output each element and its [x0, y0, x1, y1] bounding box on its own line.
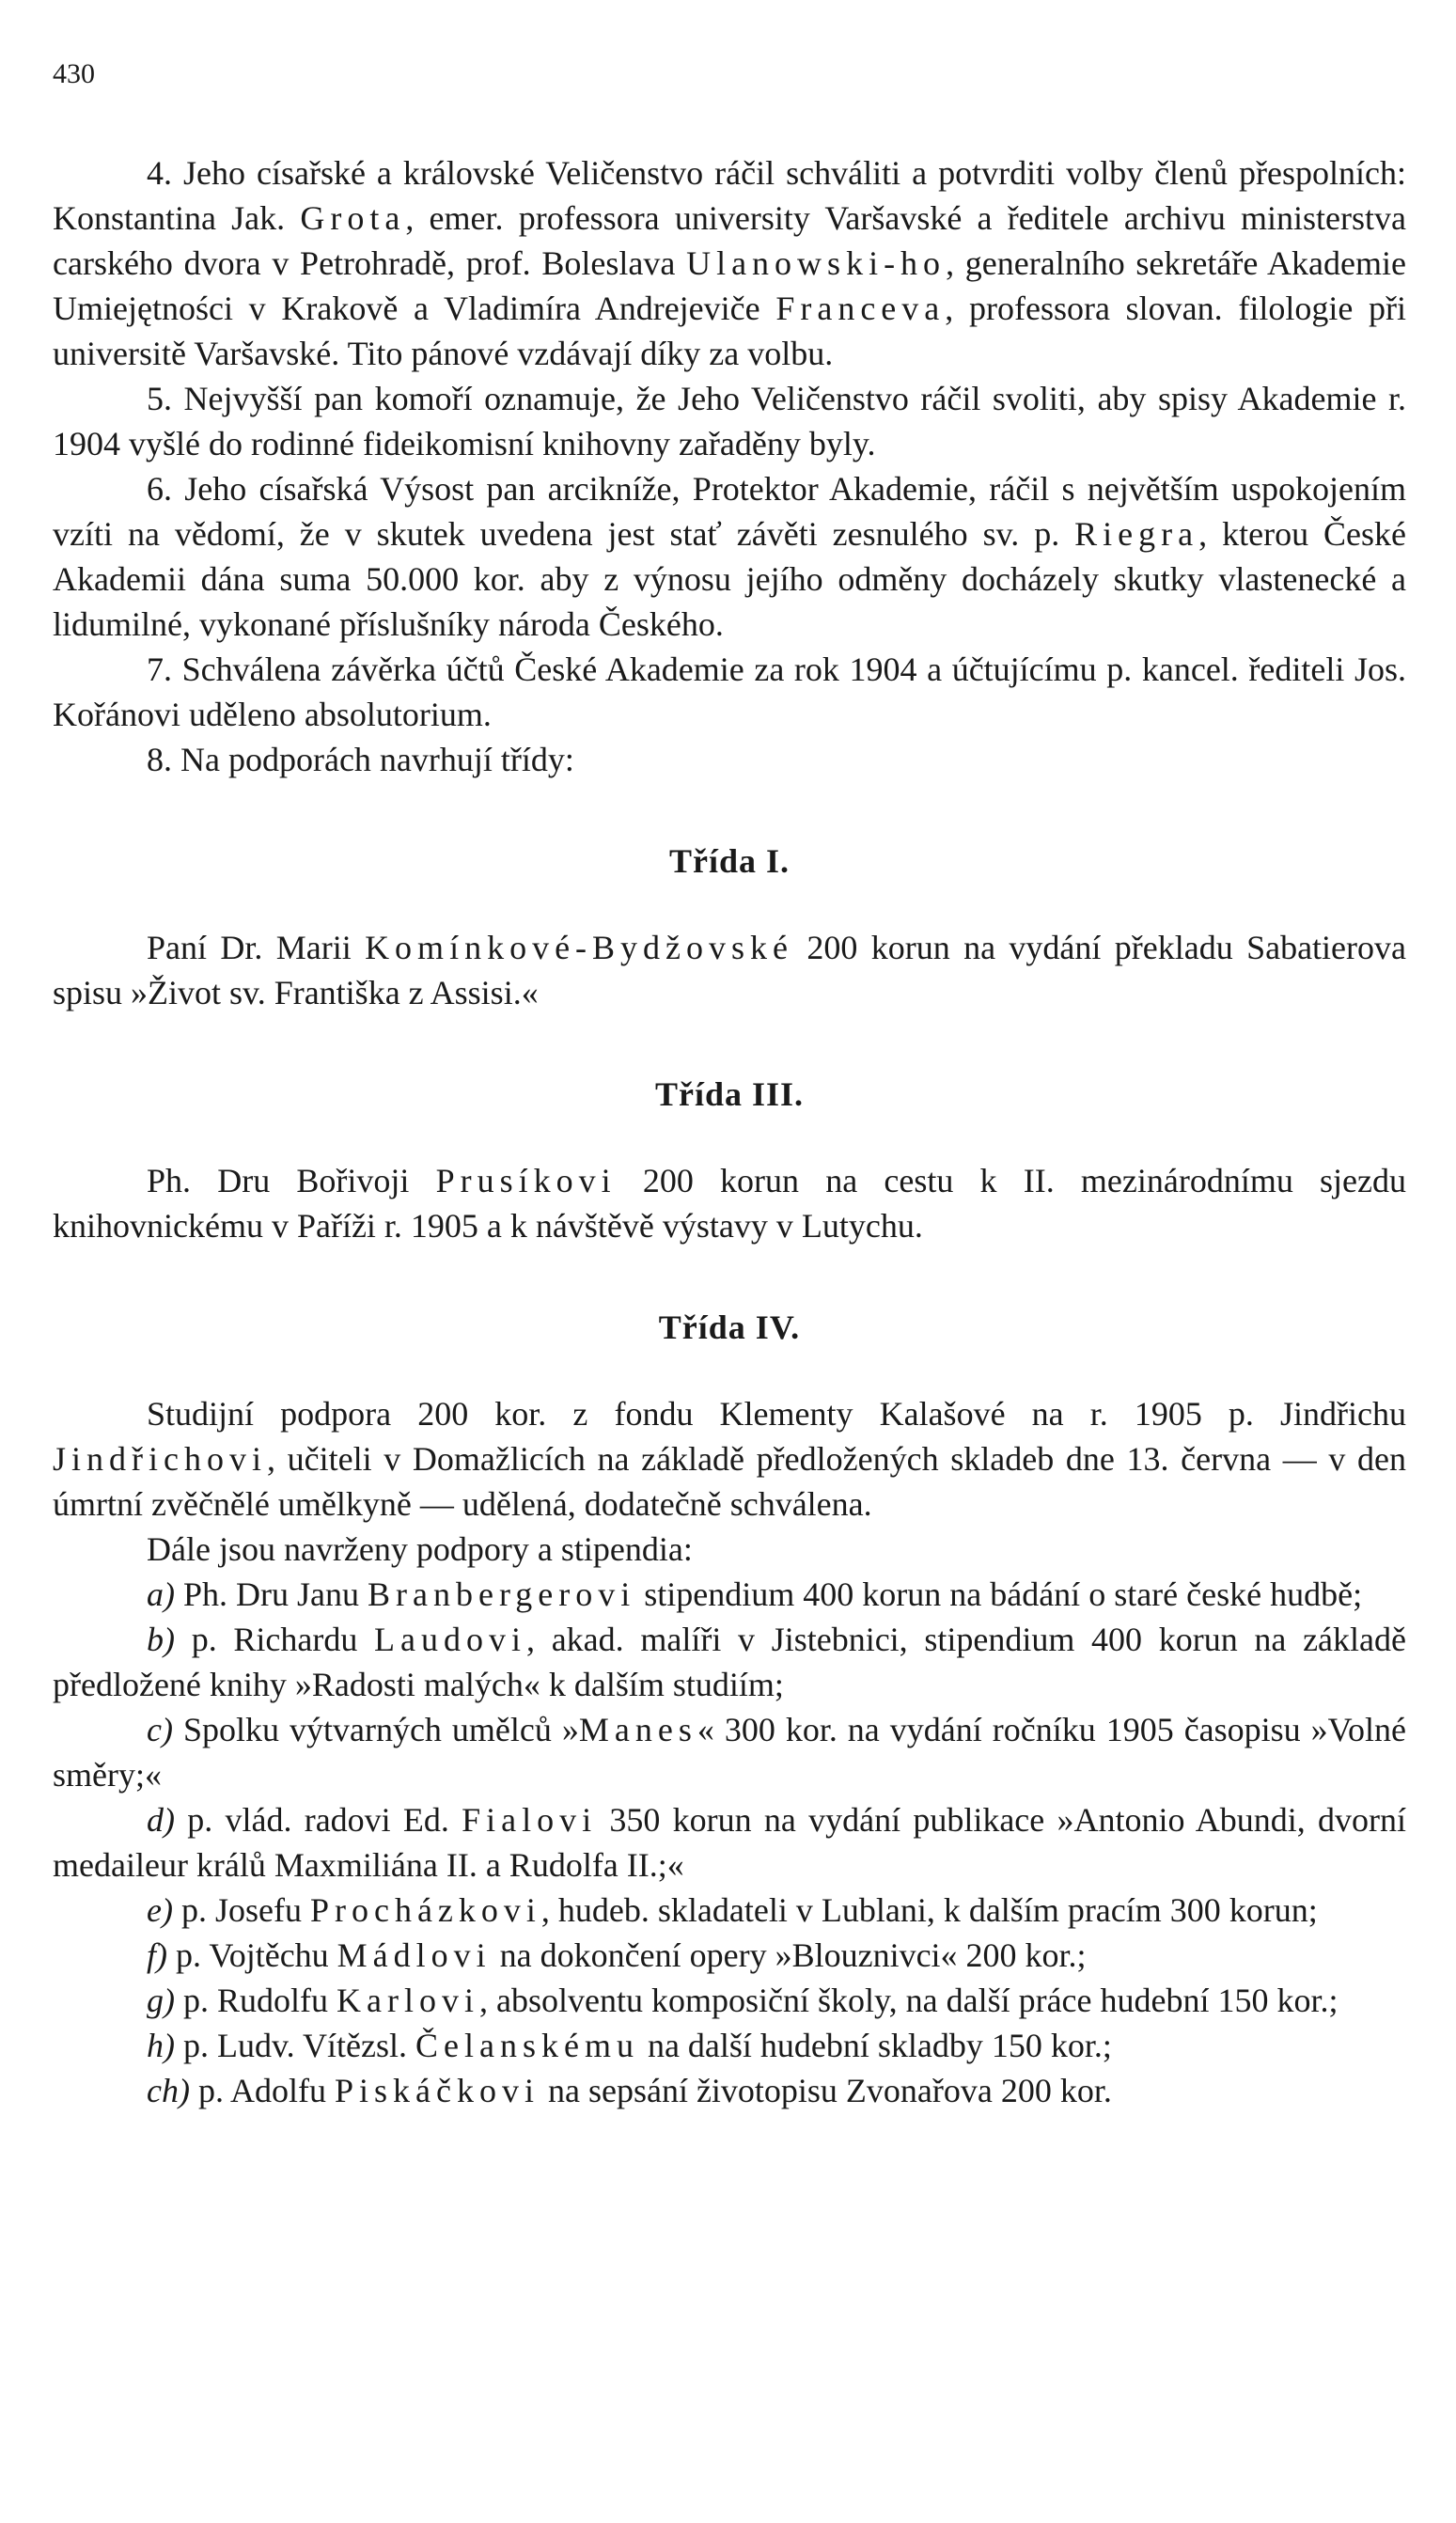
paragraph-ig — [53, 1978, 1406, 2023]
item-marker: f) — [147, 1936, 167, 1974]
spaced-name: Mádlovi — [337, 1936, 492, 1974]
paragraph-p5 — [53, 376, 1406, 466]
text-run: na dokončení opery »Blouznivci« 200 kor.; — [491, 1936, 1087, 1974]
paragraph-p6 — [53, 466, 1406, 647]
text-run: , professora slovan. filologie při universitě Varšavské. Tito pánové vzdávají díky za volbu. — [53, 290, 1407, 372]
paragraph-p7 — [53, 647, 1406, 737]
spaced-name: Ulanowski-ho — [686, 244, 947, 282]
item-marker: h) — [147, 2027, 175, 2064]
spaced-name: Karlovi — [337, 1982, 479, 2019]
text-run: p. Rudolfu — [175, 1982, 337, 2019]
paragraph-t1 — [53, 925, 1406, 1015]
spaced-name: Laudovi — [374, 1621, 527, 1658]
text-run: , generalního sekretáře Akademie Umiejętności v Krakově a Vladimíra Andrejeviče — [53, 244, 1406, 327]
text-run: p. Adolfu — [189, 2072, 335, 2109]
item-marker: c) — [147, 1711, 173, 1748]
text-run: 8. Na podporách navrhují třídy: — [147, 741, 574, 778]
item-marker: e) — [147, 1891, 173, 1929]
item-marker: d) — [147, 1801, 175, 1839]
text-run: stipendium 400 korun na bádání o staré české hudbě; — [635, 1575, 1363, 1613]
paragraph-t3 — [53, 1158, 1406, 1248]
spaced-name: Piskáčkovi — [334, 2072, 540, 2109]
text-run: , emer. professora university Varšavské a ředitele archivu ministerstva carského dvora v Petrohradě, prof. Boleslava — [53, 199, 1406, 282]
spaced-name: Procházkovi — [309, 1891, 541, 1929]
text-run: Ph. Dru Janu — [175, 1575, 368, 1613]
section-heading: Třída III. — [654, 1075, 805, 1113]
text-run: 7. Schválena závěrka účtů České Akademie za rok 1904 a účtujícímu p. kancel. řediteli Jos. Kořánovi uděleno absolutorium. — [53, 650, 1406, 733]
paragraph-ib — [53, 1617, 1406, 1707]
text-run: p. Ludv. Vítězsl. — [175, 2027, 415, 2064]
paragraph-t4b — [53, 1527, 1406, 1572]
text-run: , kterou České Akademii dána suma 50.000 kor. aby z výnosu jejího odměny docházely skutky vlastenecké a lidumilné, vykonané příslušníky národa Českého. — [53, 515, 1406, 643]
section-heading: Třída I. — [668, 842, 791, 880]
spaced-name: Komínkové-Bydžovské — [365, 929, 794, 966]
spaced-name: Jindřichovi — [53, 1440, 267, 1478]
paragraph-if — [53, 1933, 1406, 1978]
document-body — [53, 150, 1406, 2113]
paragraph-ic — [53, 1707, 1406, 1797]
paragraph-ich — [53, 2068, 1406, 2113]
text-run: Paní Dr. Marii — [147, 929, 366, 966]
text-run: 4. Jeho císařské a královské Veličenstvo ráčil schváliti a potvrditi volby členů přespolních: Konstantina Jak. — [53, 154, 1406, 237]
text-run: 200 korun na vydání překladu Sabatierova spisu »Život sv. Františka z Assisi.« — [53, 929, 1406, 1011]
text-run: 5. Nejvyšší pan komoří oznamuje, že Jeho Veličenstvo ráčil svoliti, aby spisy Akademie r. 1904 vyšlé do rodinné fideikomisní knihovny zařaděny byly. — [53, 380, 1406, 462]
text-run: , akad. malíři v Jistebnici, stipendium 400 korun na základě předložené knihy »Radosti malých« k dalším studiím; — [53, 1621, 1406, 1703]
text-run: 350 korun na vydání publikace »Antonio Abundi, dvorní medaileur králů Maxmiliána II. a Rudolfa II.;« — [53, 1801, 1406, 1884]
text-run: Ph. Dru Bořivoji — [147, 1162, 436, 1199]
text-run: p. Vojtěchu — [167, 1936, 337, 1974]
spaced-name: Franceva — [775, 290, 946, 327]
spaced-name: Riegra — [1074, 515, 1199, 553]
section-heading: Třída IV. — [658, 1309, 801, 1346]
text-run: Spolku výtvarných umělců » — [172, 1711, 579, 1748]
text-run: p. vlád. radovi Ed. — [175, 1801, 462, 1839]
text-run: Studijní podpora 200 kor. z fondu Klementy Kalašové na r. 1905 p. Jindřichu — [147, 1395, 1406, 1433]
paragraph-ih — [53, 2023, 1406, 2068]
paragraph-p8 — [53, 737, 1406, 782]
paragraph-t4a — [53, 1391, 1406, 1527]
spaced-name: Prusíkovi — [435, 1162, 617, 1199]
item-marker: g) — [147, 1982, 175, 2019]
text-run: p. Josefu — [172, 1891, 310, 1929]
item-marker: b) — [147, 1621, 175, 1658]
text-run: na sepsání životopisu Zvonařova 200 kor. — [539, 2072, 1112, 2109]
text-run: na další hudební skladby 150 kor.; — [638, 2027, 1112, 2064]
paragraph-ia — [53, 1572, 1406, 1617]
paragraph-p4 — [53, 150, 1406, 376]
spaced-name: Branbergerovi — [368, 1575, 636, 1613]
spaced-name: Grota — [300, 199, 406, 237]
text-run: « 300 kor. na vydání ročníku 1905 časopisu »Volné směry;« — [53, 1711, 1406, 1794]
spaced-name: Manes — [578, 1711, 697, 1748]
text-run: p. Richardu — [175, 1621, 375, 1658]
spaced-name: Fialovi — [462, 1801, 598, 1839]
page-number: 430 — [53, 58, 95, 89]
text-run: , absolventu komposiční školy, na další práce hudební 150 kor.; — [478, 1982, 1339, 2019]
text-run: , hudeb. skladateli v Lublani, k dalším pracím 300 korun; — [540, 1891, 1318, 1929]
paragraph-id — [53, 1797, 1406, 1888]
text-run: 200 korun na cestu k II. mezinárodnímu sjezdu knihovnickému v Paříži r. 1905 a k návštěvě výstavy v Lutychu. — [53, 1162, 1407, 1245]
paragraph-ie — [53, 1888, 1406, 1933]
spaced-name: Čelanskému — [415, 2027, 639, 2064]
text-run: 6. Jeho císařská Výsost pan arcikníže, Protektor Akademie, ráčil s největším uspokojením vzíti na vědomí, že v skutek uvedena jest stať závěti zesnulého sv. p. — [53, 470, 1406, 553]
document-page — [53, 0, 1406, 2523]
text-run: Dále jsou navrženy podpory a stipendia: — [147, 1530, 693, 1568]
item-marker: a) — [147, 1575, 175, 1613]
item-marker: ch) — [147, 2072, 190, 2109]
text-run: , učiteli v Domažlicích na základě předložených skladeb dne 13. června — v den úmrtní zvěčnělé umělkyně — udělená, dodatečně schválena. — [53, 1440, 1406, 1523]
